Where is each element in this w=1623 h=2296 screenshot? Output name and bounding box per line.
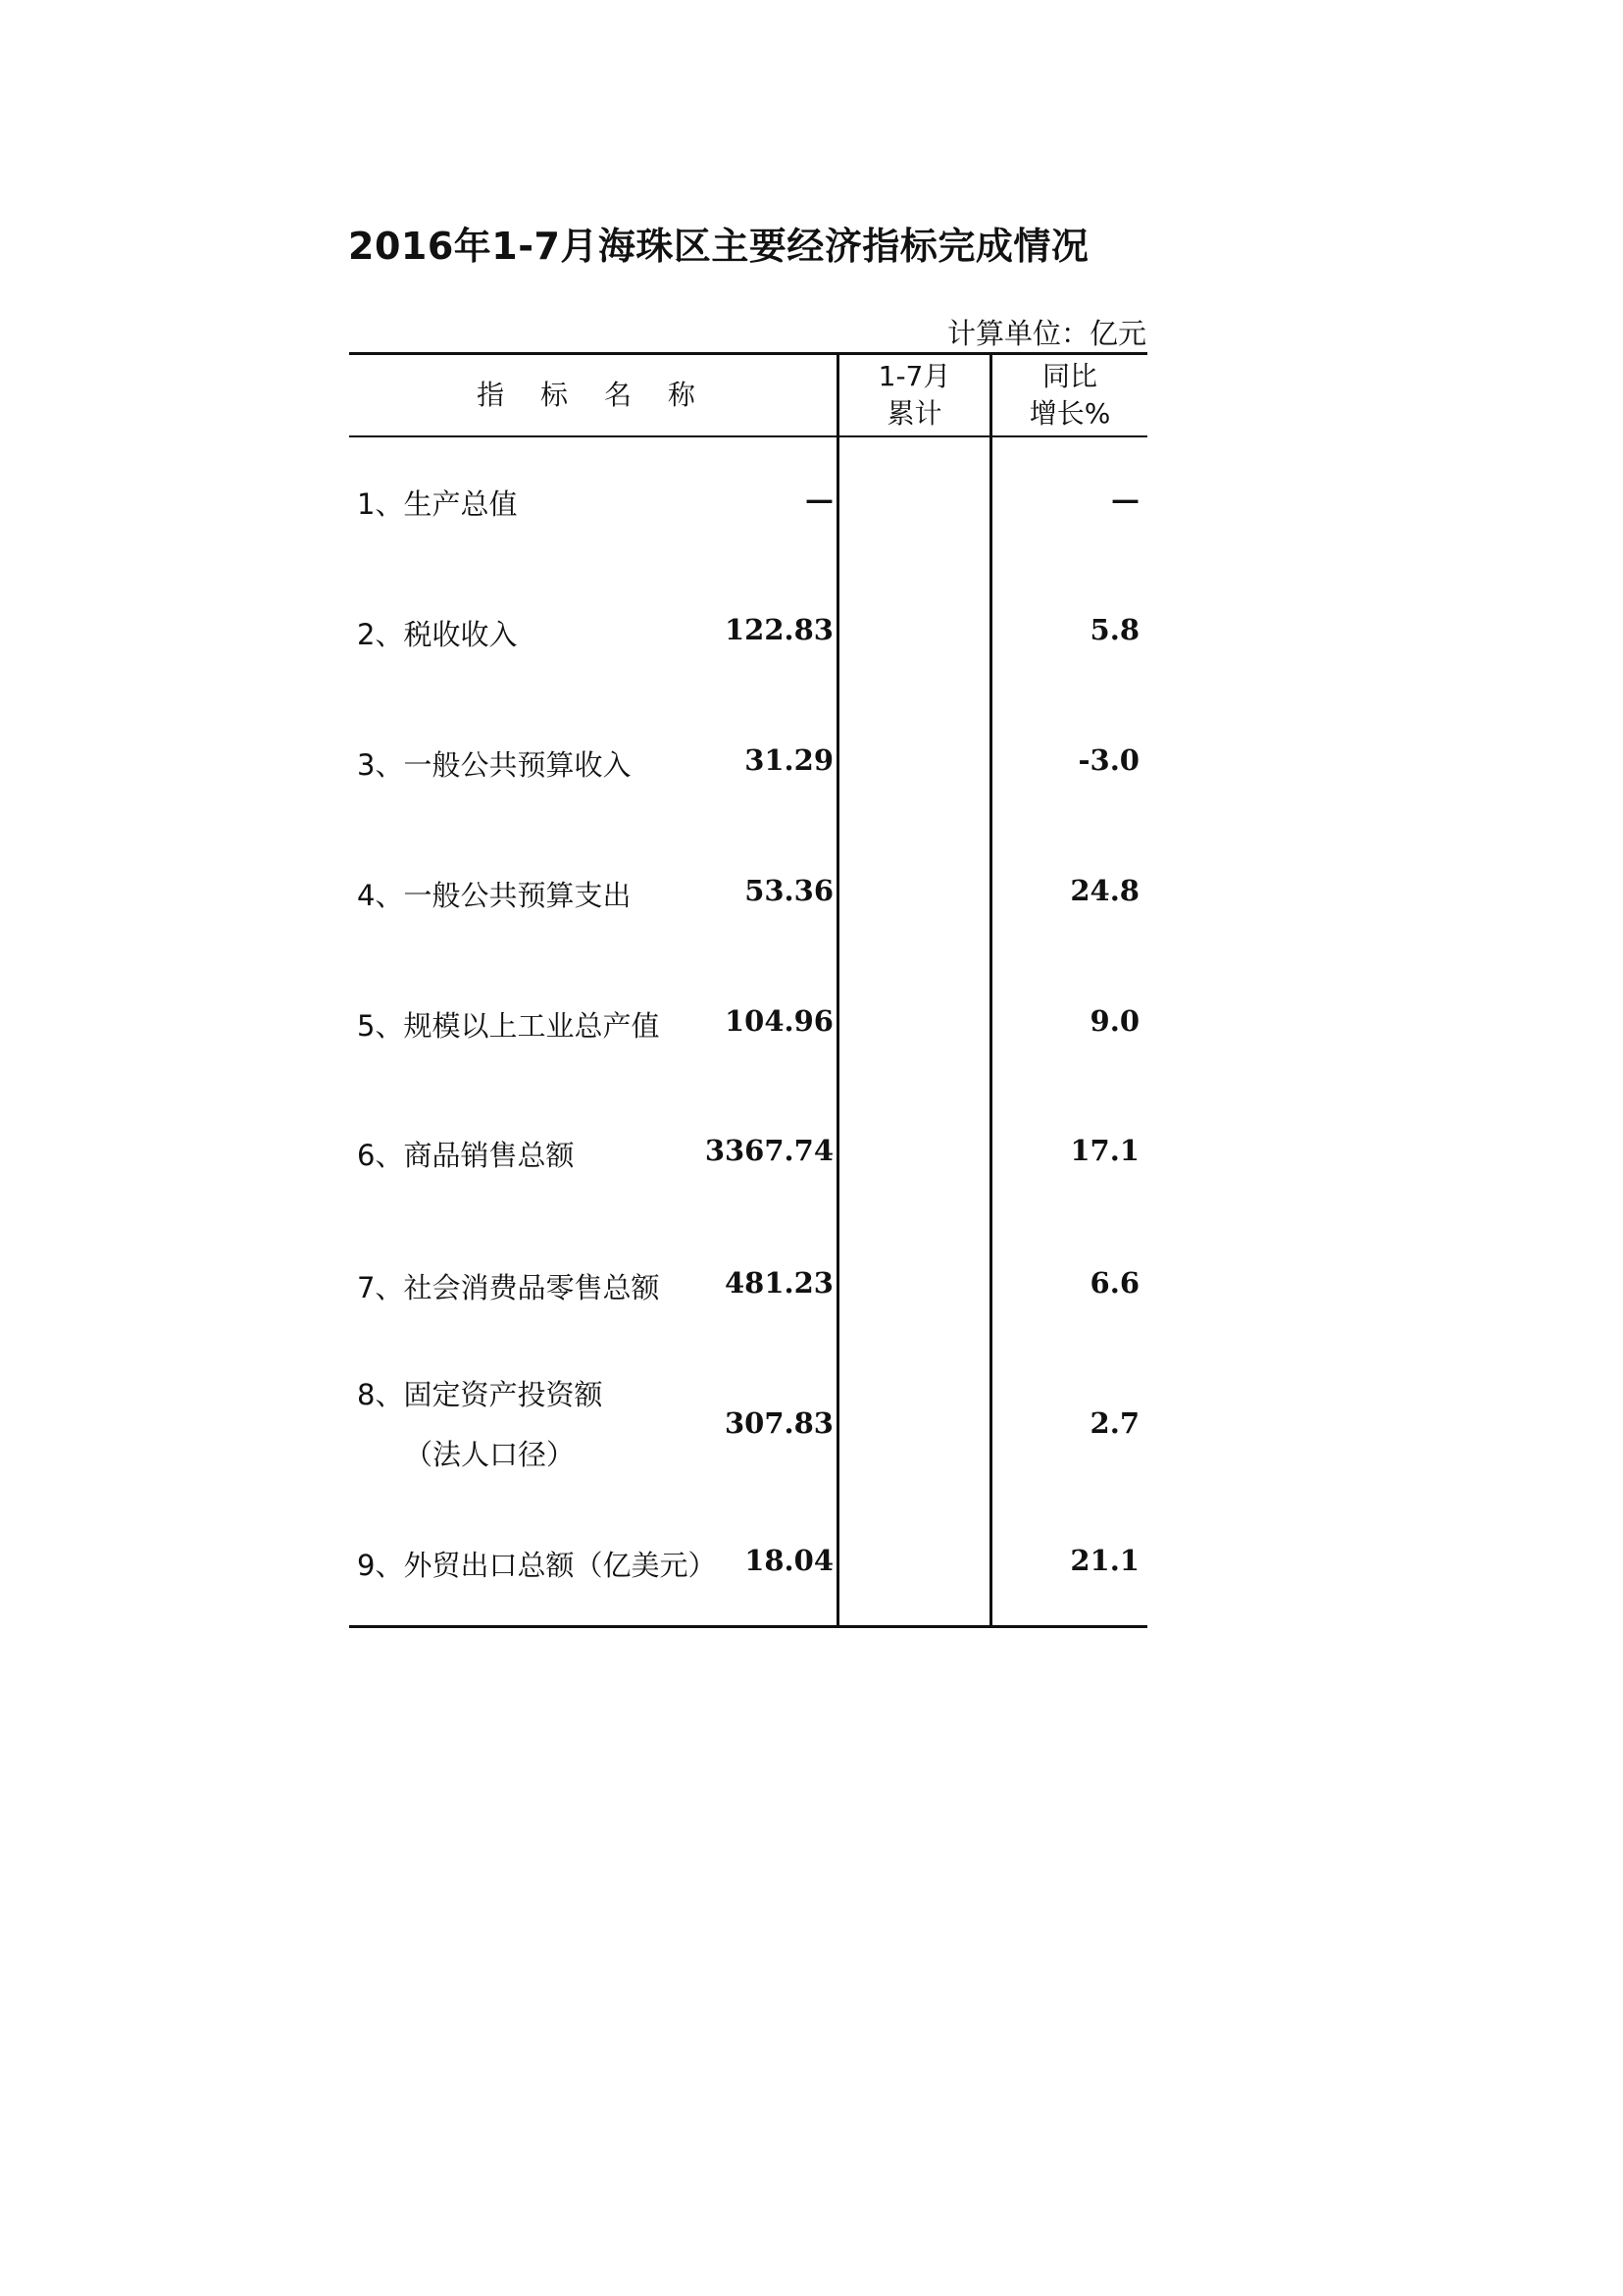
table-header-rule bbox=[349, 435, 1147, 437]
row-yoy: 9.0 bbox=[1090, 1004, 1140, 1038]
row-name: 1、生产总值 bbox=[357, 487, 518, 521]
column-divider-1 bbox=[837, 352, 839, 1627]
row-yoy: -3.0 bbox=[1078, 743, 1140, 777]
table-bottom-rule bbox=[349, 1625, 1147, 1628]
header-cumulative bbox=[839, 355, 989, 435]
row-yoy: 24.8 bbox=[1070, 874, 1140, 907]
header-yoy-line1: 同比 bbox=[1041, 360, 1097, 392]
row-cumulative: 53.36 bbox=[744, 874, 834, 907]
row-yoy: 5.8 bbox=[1090, 613, 1140, 646]
row-name: 9、外贸出口总额（亿美元） bbox=[357, 1549, 717, 1582]
row-name: 7、社会消费品零售总额 bbox=[357, 1271, 660, 1304]
row-name: 6、商品销售总额 bbox=[357, 1139, 575, 1172]
row-name: 5、规模以上工业总产值 bbox=[357, 1009, 660, 1043]
row-name-main: 8、固定资产投资额 bbox=[357, 1378, 603, 1411]
row-yoy: — bbox=[1111, 483, 1140, 516]
row-cumulative: 122.83 bbox=[725, 613, 834, 646]
row-yoy: 2.7 bbox=[1090, 1406, 1140, 1440]
row-name: 2、税收收入 bbox=[357, 618, 518, 651]
row-yoy: 21.1 bbox=[1070, 1544, 1140, 1577]
indicator-table bbox=[349, 352, 1147, 1627]
header-yoy bbox=[992, 355, 1147, 435]
row-cumulative: 3367.74 bbox=[704, 1134, 834, 1167]
row-name bbox=[357, 1373, 602, 1473]
row-name: 4、一般公共预算支出 bbox=[357, 879, 632, 912]
header-cumulative-line1: 1-7月 bbox=[878, 360, 951, 392]
row-cumulative: 104.96 bbox=[725, 1004, 834, 1038]
header-cumulative-line2: 累计 bbox=[887, 397, 942, 430]
header-indicator-name-label: 指 标 名 称 bbox=[477, 379, 709, 411]
header-yoy-line2: 增长% bbox=[1029, 397, 1111, 430]
row-cumulative: 31.29 bbox=[744, 743, 834, 777]
row-name-sub: （法人口径） bbox=[404, 1438, 576, 1471]
row-yoy: 6.6 bbox=[1090, 1266, 1140, 1300]
row-cumulative: 307.83 bbox=[725, 1406, 834, 1440]
header-indicator-name bbox=[349, 355, 837, 435]
row-yoy: 17.1 bbox=[1070, 1134, 1140, 1167]
row-cumulative: 18.04 bbox=[744, 1544, 834, 1577]
unit-note: 计算单位：亿元 bbox=[946, 317, 1146, 350]
row-name: 3、一般公共预算收入 bbox=[357, 748, 632, 782]
page-title: 2016年1-7月海珠区主要经济指标完成情况 bbox=[348, 225, 1090, 268]
row-cumulative: 481.23 bbox=[725, 1266, 834, 1300]
column-divider-2 bbox=[989, 352, 992, 1627]
row-cumulative: — bbox=[805, 483, 834, 516]
